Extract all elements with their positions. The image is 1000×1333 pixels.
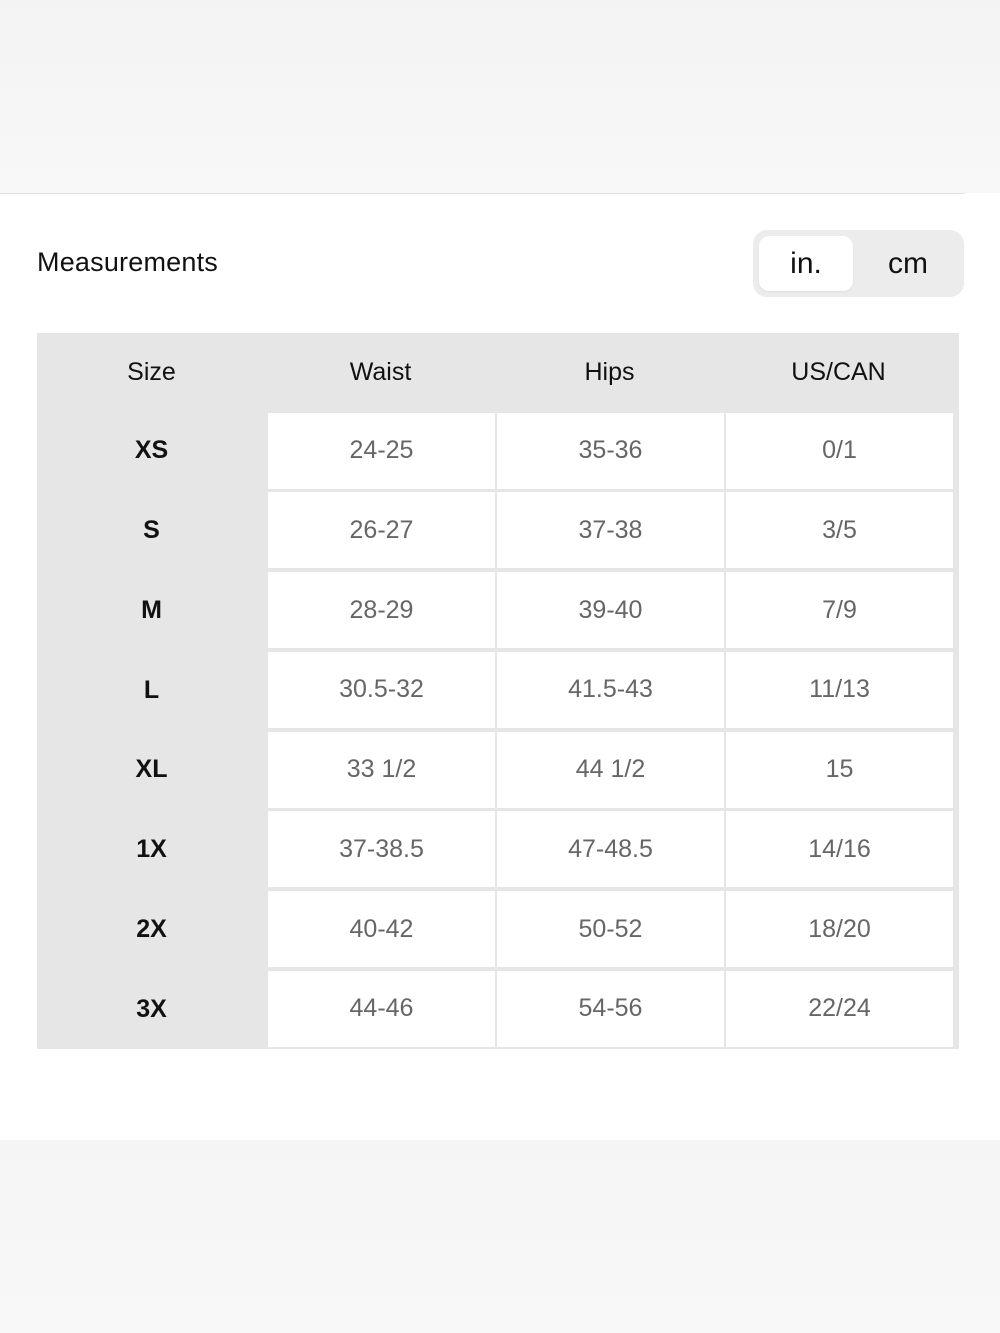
- us-can-value: 22/24: [726, 971, 953, 1047]
- us-can-value: 0/1: [726, 413, 953, 489]
- hips-value: 54-56: [497, 971, 724, 1047]
- hips-value: 37-38: [497, 492, 724, 568]
- table-row: [37, 650, 959, 730]
- waist-value: 30.5-32: [268, 652, 495, 728]
- unit-toggle[interactable]: [753, 230, 964, 297]
- size-label: 1X: [136, 835, 167, 864]
- top-background: [0, 0, 1000, 193]
- bottom-background: [0, 1140, 1000, 1333]
- size-label: XS: [134, 436, 169, 465]
- size-label: L: [143, 675, 160, 704]
- table-body: [37, 411, 959, 1049]
- size-chart-table: [37, 333, 959, 1049]
- hips-value: 39-40: [497, 572, 724, 648]
- us-can-value: 18/20: [726, 891, 953, 967]
- unit-inches-button[interactable]: in.: [759, 236, 853, 291]
- column-header-hips: Hips: [584, 357, 635, 386]
- hips-value: 47-48.5: [497, 811, 724, 887]
- hips-value: 35-36: [497, 413, 724, 489]
- hips-value: 44 1/2: [497, 732, 724, 808]
- waist-value: 24-25: [268, 413, 495, 489]
- waist-value: 37-38.5: [268, 811, 495, 887]
- waist-value: 40-42: [268, 891, 495, 967]
- table-row: [37, 890, 959, 970]
- table-row: [37, 491, 959, 571]
- waist-value: 26-27: [268, 492, 495, 568]
- unit-cm-button[interactable]: cm: [888, 246, 928, 280]
- us-can-value: 3/5: [726, 492, 953, 568]
- us-can-value: 15: [726, 732, 953, 808]
- hips-value: 41.5-43: [497, 652, 724, 728]
- size-label: 2X: [136, 914, 167, 943]
- waist-value: 28-29: [268, 572, 495, 648]
- size-label: XL: [135, 755, 168, 784]
- waist-value: 33 1/2: [268, 732, 495, 808]
- page-title: Measurements: [37, 247, 218, 277]
- table-header-row: [37, 333, 959, 411]
- size-label: S: [143, 516, 160, 545]
- us-can-value: 11/13: [726, 652, 953, 728]
- us-can-value: 7/9: [726, 572, 953, 648]
- table-row: [37, 810, 959, 890]
- column-header-us-can: US/CAN: [791, 357, 886, 386]
- table-row: [37, 571, 959, 651]
- top-divider: [0, 193, 965, 194]
- table-row: [37, 730, 959, 810]
- us-can-value: 14/16: [726, 811, 953, 887]
- hips-value: 50-52: [497, 891, 724, 967]
- size-label: 3X: [136, 994, 167, 1023]
- column-header-waist: Waist: [349, 357, 412, 386]
- table-row: [37, 411, 959, 491]
- column-header-size: Size: [127, 357, 176, 386]
- waist-value: 44-46: [268, 971, 495, 1047]
- table-row: [37, 969, 959, 1049]
- size-label: M: [141, 595, 162, 624]
